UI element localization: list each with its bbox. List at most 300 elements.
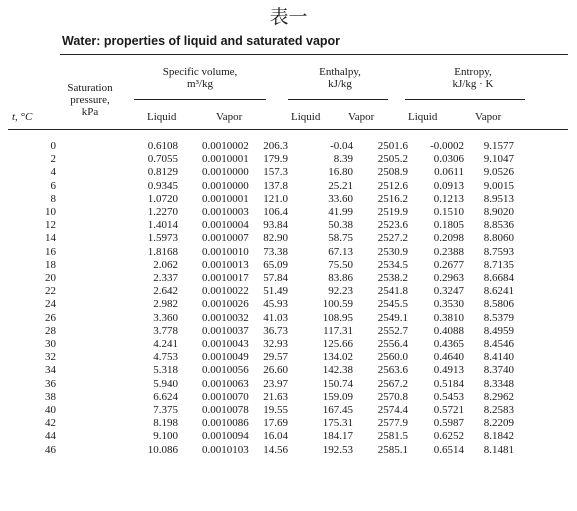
cell-sv-vapor: 157.3 <box>263 166 288 179</box>
cell-s-liquid: 0.2677 <box>433 258 464 271</box>
table-row <box>0 325 514 338</box>
spacer-cell <box>178 166 202 179</box>
cell-sv-liquid: 0.0010013 <box>202 258 249 271</box>
cell-sv-liquid: 0.0010056 <box>202 364 249 377</box>
cell-h-vapor: 2527.2 <box>377 232 408 245</box>
spacer-cell <box>178 325 202 338</box>
cell-s-liquid: 0.2963 <box>433 272 464 285</box>
spacer-cell <box>288 232 305 245</box>
cell-s-liquid: 0.0306 <box>433 153 464 166</box>
cell-saturation-pressure: 0.6108 <box>147 140 178 152</box>
cell-h-vapor: 2570.8 <box>377 390 408 403</box>
cell-sv-vapor: 45.93 <box>263 298 288 311</box>
table-row <box>0 206 514 219</box>
header-s-vapor: Vapor <box>475 111 502 123</box>
cell-sv-liquid: 0.0010001 <box>202 192 249 205</box>
spacer-cell <box>178 364 202 377</box>
spacer-cell <box>56 444 106 457</box>
spacer-cell <box>56 417 106 430</box>
cell-sv-liquid: 0.0010078 <box>202 404 249 417</box>
cell-h-liquid: -0.04 <box>330 140 353 152</box>
table-row <box>0 232 514 245</box>
cell-sv-vapor: 179.9 <box>263 153 288 166</box>
cell-s-vapor: 8.3348 <box>483 377 514 390</box>
cell-sv-liquid: 0.0010094 <box>202 430 249 443</box>
cell-s-liquid: 0.3810 <box>433 311 464 324</box>
spacer-cell <box>56 325 106 338</box>
cell-s-liquid: 0.5987 <box>433 417 464 430</box>
cell-temperature: 42 <box>45 417 56 430</box>
cell-sv-vapor: 17.69 <box>263 417 288 430</box>
group-rule-entropy <box>405 99 525 100</box>
cell-s-vapor: 8.2962 <box>483 390 514 403</box>
cell-sv-vapor: 23.97 <box>263 377 288 390</box>
cell-s-liquid: 0.1805 <box>433 219 464 232</box>
spacer-cell <box>178 232 202 245</box>
cell-sv-liquid: 0.0010086 <box>202 417 249 430</box>
table-row <box>0 391 514 404</box>
header-entropy <box>408 66 538 90</box>
spacer-cell <box>56 391 106 404</box>
cell-s-vapor: 8.7593 <box>483 245 514 258</box>
spacer-cell <box>178 193 202 206</box>
cell-h-liquid: 175.31 <box>322 417 353 430</box>
cell-s-vapor: 8.6684 <box>483 272 514 285</box>
cell-s-vapor: 9.1577 <box>483 140 514 152</box>
spacer-cell <box>56 430 106 443</box>
cell-s-liquid: -0.0002 <box>430 140 464 152</box>
cell-s-liquid: 0.4088 <box>433 324 464 337</box>
cell-s-vapor: 8.9513 <box>483 192 514 205</box>
header-entropy-label: Entropy, <box>454 66 492 78</box>
cell-temperature: 26 <box>45 311 56 324</box>
cell-s-vapor: 8.7135 <box>483 258 514 271</box>
spacer-cell <box>178 312 202 325</box>
table-row <box>0 140 514 153</box>
cell-h-vapor: 2563.6 <box>377 364 408 377</box>
cell-saturation-pressure: 0.8129 <box>147 166 178 179</box>
cell-temperature: 36 <box>45 377 56 390</box>
cell-s-liquid: 0.4365 <box>433 338 464 351</box>
table-row <box>0 378 514 391</box>
spacer-cell <box>288 272 305 285</box>
cell-h-liquid: 167.45 <box>322 404 353 417</box>
cell-saturation-pressure: 0.9345 <box>147 179 178 192</box>
cell-temperature: 32 <box>45 351 56 364</box>
spacer-cell <box>56 259 106 272</box>
cell-saturation-pressure: 6.624 <box>153 390 178 403</box>
cell-h-liquid: 92.23 <box>328 285 353 298</box>
cell-s-liquid: 0.2098 <box>433 232 464 245</box>
cell-temperature: 16 <box>45 245 56 258</box>
cell-s-vapor: 8.5806 <box>483 298 514 311</box>
table-row <box>0 246 514 259</box>
cell-temperature: 10 <box>45 206 56 219</box>
cell-s-liquid: 0.0611 <box>434 166 464 179</box>
cell-sv-liquid: 0.0010070 <box>202 390 249 403</box>
cell-h-vapor: 2519.9 <box>377 206 408 219</box>
cell-temperature: 28 <box>45 324 56 337</box>
cell-sv-vapor: 21.63 <box>263 390 288 403</box>
spacer-cell <box>288 417 305 430</box>
header-h-vapor: Vapor <box>348 111 375 123</box>
spacer-cell <box>288 351 305 364</box>
cell-sv-liquid: 0.0010017 <box>202 272 249 285</box>
cell-temperature: 4 <box>50 166 56 179</box>
cell-sv-liquid: 0.0010000 <box>202 179 249 192</box>
cell-s-liquid: 0.5721 <box>433 404 464 417</box>
header-pressure-line2: pressure, <box>70 94 110 106</box>
cell-h-vapor: 2556.4 <box>377 338 408 351</box>
spacer-cell <box>178 285 202 298</box>
spacer-cell <box>178 140 202 153</box>
header-pressure-line3: kPa <box>81 106 99 118</box>
cell-h-liquid: 184.17 <box>322 430 353 443</box>
cell-h-liquid: 58.75 <box>328 232 353 245</box>
cell-h-liquid: 41.99 <box>328 206 353 219</box>
cell-saturation-pressure: 3.360 <box>153 311 178 324</box>
cell-s-vapor: 8.4959 <box>483 324 514 337</box>
cell-sv-vapor: 14.56 <box>263 443 288 456</box>
header-s-liquid: Liquid <box>408 111 438 123</box>
spacer-cell <box>178 444 202 457</box>
spacer-cell <box>178 351 202 364</box>
cell-temperature: 12 <box>45 219 56 232</box>
cell-sv-liquid: 0.0010022 <box>202 285 249 298</box>
cell-s-vapor: 8.6241 <box>483 285 514 298</box>
top-rule <box>60 54 568 55</box>
spacer-cell <box>178 391 202 404</box>
cell-s-liquid: 0.2388 <box>433 245 464 258</box>
spacer-cell <box>288 404 305 417</box>
cell-s-vapor: 8.4546 <box>483 338 514 351</box>
spacer-cell <box>288 312 305 325</box>
spacer-cell <box>56 193 106 206</box>
table-row <box>0 364 514 377</box>
spacer-cell <box>288 180 305 193</box>
cell-sv-vapor: 26.60 <box>263 364 288 377</box>
table-body <box>0 140 514 457</box>
group-rule-enthalpy <box>288 99 388 100</box>
cell-s-vapor: 8.8536 <box>483 219 514 232</box>
cell-h-vapor: 2538.2 <box>377 272 408 285</box>
cell-s-liquid: 0.1213 <box>433 192 464 205</box>
header-pressure-line1: Saturation <box>67 82 113 94</box>
spacer-cell <box>288 206 305 219</box>
table-row <box>0 312 514 325</box>
table-row <box>0 351 514 364</box>
cell-h-liquid: 67.13 <box>328 245 353 258</box>
cell-s-vapor: 8.1842 <box>483 430 514 443</box>
cell-sv-vapor: 29.57 <box>263 351 288 364</box>
cell-h-liquid: 83.86 <box>328 272 353 285</box>
cell-h-vapor: 2516.2 <box>377 192 408 205</box>
spacer-cell <box>288 259 305 272</box>
cell-temperature: 20 <box>45 272 56 285</box>
cell-sv-liquid: 0.0010043 <box>202 338 249 351</box>
cell-h-liquid: 192.53 <box>322 443 353 456</box>
spacer-cell <box>178 259 202 272</box>
cell-s-vapor: 8.8060 <box>483 232 514 245</box>
cell-h-vapor: 2545.5 <box>377 298 408 311</box>
header-specific-volume-label: Specific volume, <box>162 66 238 78</box>
cell-temperature: 24 <box>45 298 56 311</box>
spacer-cell <box>56 364 106 377</box>
cell-temperature: 22 <box>45 285 56 298</box>
spacer-cell <box>288 246 305 259</box>
table-title: Water: properties of liquid and saturated vapor <box>62 34 341 48</box>
table-row <box>0 193 514 206</box>
cell-h-liquid: 8.39 <box>333 153 353 166</box>
cell-saturation-pressure: 2.982 <box>153 298 178 311</box>
cell-sv-vapor: 19.55 <box>263 404 288 417</box>
cell-h-vapor: 2585.1 <box>377 443 408 456</box>
spacer-cell <box>288 219 305 232</box>
spacer-cell <box>178 338 202 351</box>
cell-saturation-pressure: 8.198 <box>153 417 178 430</box>
cell-saturation-pressure: 4.241 <box>153 338 178 351</box>
cell-h-vapor: 2523.6 <box>377 219 408 232</box>
spacer-cell <box>288 338 305 351</box>
table-row <box>0 430 514 443</box>
spacer-cell <box>178 417 202 430</box>
cell-h-liquid: 25.21 <box>328 179 353 192</box>
table-row <box>0 417 514 430</box>
cell-temperature: 40 <box>45 404 56 417</box>
cell-h-vapor: 2567.2 <box>377 377 408 390</box>
table-row <box>0 285 514 298</box>
cell-s-liquid: 0.3247 <box>433 285 464 298</box>
spacer-cell <box>56 140 106 153</box>
cell-saturation-pressure: 1.5973 <box>147 232 178 245</box>
cell-s-vapor: 9.0015 <box>483 179 514 192</box>
cell-sv-vapor: 16.04 <box>263 430 288 443</box>
cell-s-vapor: 8.5379 <box>483 311 514 324</box>
cell-s-liquid: 0.4640 <box>433 351 464 364</box>
table-row <box>0 404 514 417</box>
table-row <box>0 180 514 193</box>
spacer-cell <box>56 298 106 311</box>
cell-s-liquid: 0.0913 <box>433 179 464 192</box>
cell-s-vapor: 8.4140 <box>483 351 514 364</box>
header-enthalpy-unit: kJ/kg <box>328 78 352 90</box>
cell-sv-liquid: 0.0010063 <box>202 377 249 390</box>
cell-s-liquid: 0.4913 <box>433 364 464 377</box>
spacer-cell <box>178 430 202 443</box>
spacer-cell <box>288 298 305 311</box>
cell-saturation-pressure: 10.086 <box>147 443 178 456</box>
cell-sv-vapor: 57.84 <box>263 272 288 285</box>
spacer-cell <box>288 391 305 404</box>
cell-sv-liquid: 0.0010103 <box>202 443 249 456</box>
spacer-cell <box>56 246 106 259</box>
cell-sv-liquid: 0.0010032 <box>202 311 249 324</box>
cell-sv-vapor: 82.90 <box>263 232 288 245</box>
cell-temperature: 6 <box>50 179 56 192</box>
header-saturation-pressure <box>55 82 125 118</box>
cell-sv-liquid: 0.0010004 <box>202 219 249 232</box>
table-row <box>0 444 514 457</box>
cell-saturation-pressure: 1.2270 <box>147 206 178 219</box>
cell-h-liquid: 134.02 <box>322 351 353 364</box>
header-sv-liquid: Liquid <box>147 111 177 123</box>
cell-saturation-pressure: 9.100 <box>153 430 178 443</box>
cell-s-liquid: 0.1510 <box>433 206 464 219</box>
cell-h-liquid: 150.74 <box>322 377 353 390</box>
table-row <box>0 298 514 311</box>
group-rule-specific-volume <box>134 99 266 100</box>
cell-h-vapor: 2577.9 <box>377 417 408 430</box>
cell-sv-liquid: 0.0010002 <box>202 140 249 152</box>
table-row <box>0 219 514 232</box>
spacer-cell <box>178 180 202 193</box>
spacer-cell <box>288 285 305 298</box>
cell-s-vapor: 8.1481 <box>483 443 514 456</box>
spacer-cell <box>288 430 305 443</box>
cell-sv-liquid: 0.0010000 <box>202 166 249 179</box>
cell-h-liquid: 75.50 <box>328 258 353 271</box>
cell-h-vapor: 2501.6 <box>377 140 408 152</box>
header-enthalpy-label: Enthalpy, <box>319 66 361 78</box>
cell-saturation-pressure: 7.375 <box>153 404 178 417</box>
cell-h-liquid: 100.59 <box>322 298 353 311</box>
cell-saturation-pressure: 0.7055 <box>147 153 178 166</box>
cell-temperature: 0 <box>50 140 56 152</box>
spacer-cell <box>56 404 106 417</box>
cell-saturation-pressure: 4.753 <box>153 351 178 364</box>
cell-s-vapor: 8.3740 <box>483 364 514 377</box>
cell-s-vapor: 8.9020 <box>483 206 514 219</box>
header-enthalpy <box>295 66 385 90</box>
cell-s-liquid: 0.6514 <box>433 443 464 456</box>
table-row <box>0 153 514 166</box>
table-row <box>0 338 514 351</box>
header-sv-vapor: Vapor <box>216 111 243 123</box>
spacer-cell <box>288 140 305 153</box>
cell-sv-vapor: 206.3 <box>263 140 288 152</box>
header-h-liquid: Liquid <box>291 111 321 123</box>
page-header: 表一 <box>269 6 308 28</box>
header-bottom-rule <box>8 129 568 130</box>
spacer-cell <box>56 153 106 166</box>
cell-saturation-pressure: 5.318 <box>153 364 178 377</box>
cell-saturation-pressure: 1.0720 <box>147 192 178 205</box>
spacer-cell <box>178 206 202 219</box>
cell-h-liquid: 159.09 <box>322 390 353 403</box>
cell-sv-liquid: 0.0010003 <box>202 206 249 219</box>
cell-h-vapor: 2541.8 <box>377 285 408 298</box>
cell-sv-vapor: 121.0 <box>263 192 288 205</box>
cell-h-vapor: 2512.6 <box>377 179 408 192</box>
properties-table <box>0 140 514 457</box>
cell-sv-vapor: 32.93 <box>263 338 288 351</box>
header-temperature: t, °C <box>12 111 33 123</box>
cell-s-liquid: 0.5453 <box>433 390 464 403</box>
cell-sv-liquid: 0.0010007 <box>202 232 249 245</box>
cell-h-liquid: 125.66 <box>322 338 353 351</box>
spacer-cell <box>56 219 106 232</box>
cell-sv-vapor: 41.03 <box>263 311 288 324</box>
cell-h-vapor: 2530.9 <box>377 245 408 258</box>
cell-temperature: 30 <box>45 338 56 351</box>
cell-s-liquid: 0.3530 <box>433 298 464 311</box>
cell-temperature: 14 <box>45 232 56 245</box>
cell-h-vapor: 2552.7 <box>377 324 408 337</box>
cell-sv-liquid: 0.0010049 <box>202 351 249 364</box>
cell-temperature: 18 <box>45 258 56 271</box>
cell-temperature: 38 <box>45 390 56 403</box>
spacer-cell <box>178 153 202 166</box>
cell-temperature: 2 <box>50 153 56 166</box>
cell-s-vapor: 8.2583 <box>483 404 514 417</box>
cell-sv-vapor: 73.38 <box>263 245 288 258</box>
header-specific-volume <box>130 66 270 90</box>
spacer-cell <box>288 193 305 206</box>
spacer-cell <box>178 378 202 391</box>
spacer-cell <box>56 272 106 285</box>
spacer-cell <box>178 272 202 285</box>
cell-sv-vapor: 137.8 <box>263 179 288 192</box>
cell-saturation-pressure: 1.8168 <box>147 245 178 258</box>
spacer-cell <box>56 206 106 219</box>
spacer-cell <box>56 180 106 193</box>
cell-h-vapor: 2560.0 <box>377 351 408 364</box>
cell-s-liquid: 0.6252 <box>433 430 464 443</box>
cell-sv-vapor: 93.84 <box>263 219 288 232</box>
cell-h-vapor: 2508.9 <box>377 166 408 179</box>
cell-sv-liquid: 0.0010026 <box>202 298 249 311</box>
spacer-cell <box>288 153 305 166</box>
cell-sv-liquid: 0.0010001 <box>202 153 249 166</box>
cell-h-liquid: 16.80 <box>328 166 353 179</box>
spacer-cell <box>56 312 106 325</box>
cell-sv-liquid: 0.0010010 <box>202 245 249 258</box>
table-row <box>0 259 514 272</box>
spacer-cell <box>178 219 202 232</box>
spacer-cell <box>56 166 106 179</box>
cell-sv-vapor: 106.4 <box>263 206 288 219</box>
cell-saturation-pressure: 5.940 <box>153 377 178 390</box>
table-row <box>0 272 514 285</box>
cell-h-liquid: 108.95 <box>322 311 353 324</box>
cell-h-liquid: 117.31 <box>323 324 353 337</box>
spacer-cell <box>178 404 202 417</box>
spacer-cell <box>178 298 202 311</box>
header-specific-volume-unit: m³/kg <box>187 78 213 90</box>
cell-h-liquid: 50.38 <box>328 219 353 232</box>
cell-sv-vapor: 51.49 <box>263 285 288 298</box>
cell-temperature: 44 <box>45 430 56 443</box>
cell-h-vapor: 2581.5 <box>377 430 408 443</box>
spacer-cell <box>288 325 305 338</box>
cell-temperature: 8 <box>50 192 56 205</box>
cell-sv-vapor: 65.09 <box>263 258 288 271</box>
header-entropy-unit: kJ/kg · K <box>452 78 494 90</box>
cell-saturation-pressure: 3.778 <box>153 324 178 337</box>
cell-h-vapor: 2505.2 <box>377 153 408 166</box>
spacer-cell <box>288 364 305 377</box>
spacer-cell <box>56 338 106 351</box>
spacer-cell <box>288 444 305 457</box>
cell-s-vapor: 9.0526 <box>483 166 514 179</box>
cell-saturation-pressure: 1.4014 <box>147 219 178 232</box>
cell-h-liquid: 142.38 <box>322 364 353 377</box>
cell-saturation-pressure: 2.642 <box>153 285 178 298</box>
cell-h-vapor: 2574.4 <box>377 404 408 417</box>
cell-h-vapor: 2549.1 <box>377 311 408 324</box>
spacer-cell <box>178 246 202 259</box>
spacer-cell <box>288 378 305 391</box>
